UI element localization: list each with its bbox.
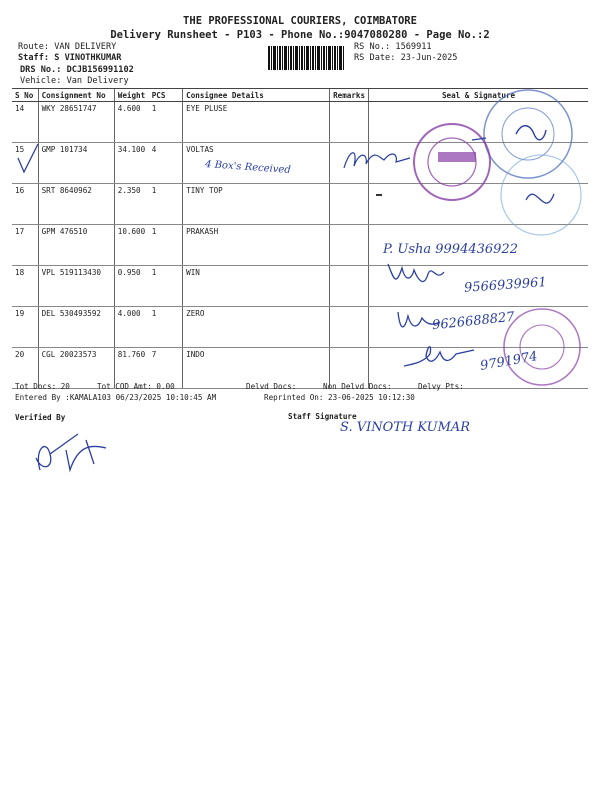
cell-sno: 19 [12,307,38,348]
cell-weight: 81.760 [114,348,148,389]
col-seal: Seal & Signature [369,89,588,102]
route-label: Route: VAN DELIVERY [18,42,117,52]
handwritten-phone-row20: 9791974 [479,349,539,374]
col-consignee: Consignee Details [183,89,330,102]
total-cod-amount: Tot COD Amt: 0.00 [97,382,175,391]
cell-sno: 18 [12,266,38,307]
delivery-points: Delvy Pts: [418,382,464,391]
cell-remarks [330,225,369,266]
cell-consignee: PRAKASH [183,225,330,266]
small-dash-icon [376,192,384,198]
signature-scribble-row15 [340,140,420,180]
cell-weight: 2.350 [114,184,148,225]
cell-pcs: 1 [149,307,183,348]
checkmark-icon [16,140,42,180]
rs-date: RS Date: 23-Jun-2025 [354,53,458,63]
entered-by: Entered By :KAMALA103 06/23/2025 10:10:45 AM [15,393,217,402]
cell-sno: 20 [12,348,38,389]
cell-consignment: DEL 530493592 [38,307,114,348]
staff-signature-label: Staff Signature [288,412,357,421]
col-consignment: Consignment No [38,89,114,102]
cell-sno: 14 [12,102,38,143]
cell-pcs: 1 [149,184,183,225]
cell-consignee: INDO [183,348,330,389]
cell-consignment: SRT 8640962 [38,184,114,225]
cell-weight: 34.100 [114,143,148,184]
drs-number: DRS No.: DCJB156991102 [20,65,134,75]
signature-scribble-row19 [394,304,444,336]
cell-consignee: TINY TOP [183,184,330,225]
cell-remarks [330,184,369,225]
col-weight: Weight [114,89,148,102]
handwritten-phone-row18: 9566939961 [463,275,548,296]
runsheet-subtitle: Delivery Runsheet - P103 - Phone No.:9047080280 - Page No.:2 [110,29,490,41]
col-sno: S No [12,89,38,102]
cell-consignment: GMP 101734 [38,143,114,184]
cell-weight: 4.600 [114,102,148,143]
cell-sno: 15 [12,143,38,184]
cell-pcs: 1 [149,102,183,143]
signature-scribble-row18 [384,258,454,292]
non-delivered-docs: Non Delvd Docs: [323,382,392,391]
staff-label: Staff: S VINOTHKUMAR [18,53,122,63]
round-stamp-icon [496,150,586,240]
company-title: THE PROFESSIONAL COURIERS, COIMBATORE [183,15,417,27]
cell-weight: 4.000 [114,307,148,348]
cell-pcs: 4 [149,143,183,184]
cell-consignee: WIN [183,266,330,307]
indo-stamp-icon [500,305,584,389]
cell-weight: 0.950 [114,266,148,307]
cell-pcs: 1 [149,266,183,307]
col-remarks: Remarks [330,89,369,102]
vehicle-label: Vehicle: Van Delivery [20,76,129,86]
cell-consignee: VOLTAS [183,143,330,184]
verifier-signature-scribble [20,420,120,480]
handwritten-phone-row19: 9626688827 [431,309,516,334]
cell-pcs: 7 [149,348,183,389]
staff-signature-handwritten: S. VINOTH KUMAR [340,420,471,435]
cell-weight: 10.600 [114,225,148,266]
cell-sno: 16 [12,184,38,225]
col-pcs: PCS [149,89,183,102]
verified-by-label: Verified By [15,413,66,422]
cell-consignee: EYE PLUSE [183,102,330,143]
cell-remarks [330,307,369,348]
reprinted-on: Reprinted On: 23-06-2025 10:12:30 [264,393,415,402]
rs-number: RS No.: 1569911 [354,42,432,52]
dash-mark-icon [470,132,490,146]
cell-consignment: GPM 476510 [38,225,114,266]
cell-pcs: 1 [149,225,183,266]
delivered-docs: Delvd Docs: [246,382,297,391]
cell-consignment: WKY 28651747 [38,102,114,143]
cell-remarks [330,266,369,307]
cell-remarks [330,102,369,143]
barcode-image [268,46,344,70]
signature-scribble-row20 [400,340,480,376]
cell-consignment: CGL 20023573 [38,348,114,389]
total-docs: Tot Docs: 20 [15,382,70,391]
handwritten-note-row15: 4 Box's Received [204,159,292,176]
cell-consignee: ZERO [183,307,330,348]
handwritten-signature-row17: P. Usha 9994436922 [383,242,518,257]
cell-consignment: VPL 519113430 [38,266,114,307]
cell-sno: 17 [12,225,38,266]
